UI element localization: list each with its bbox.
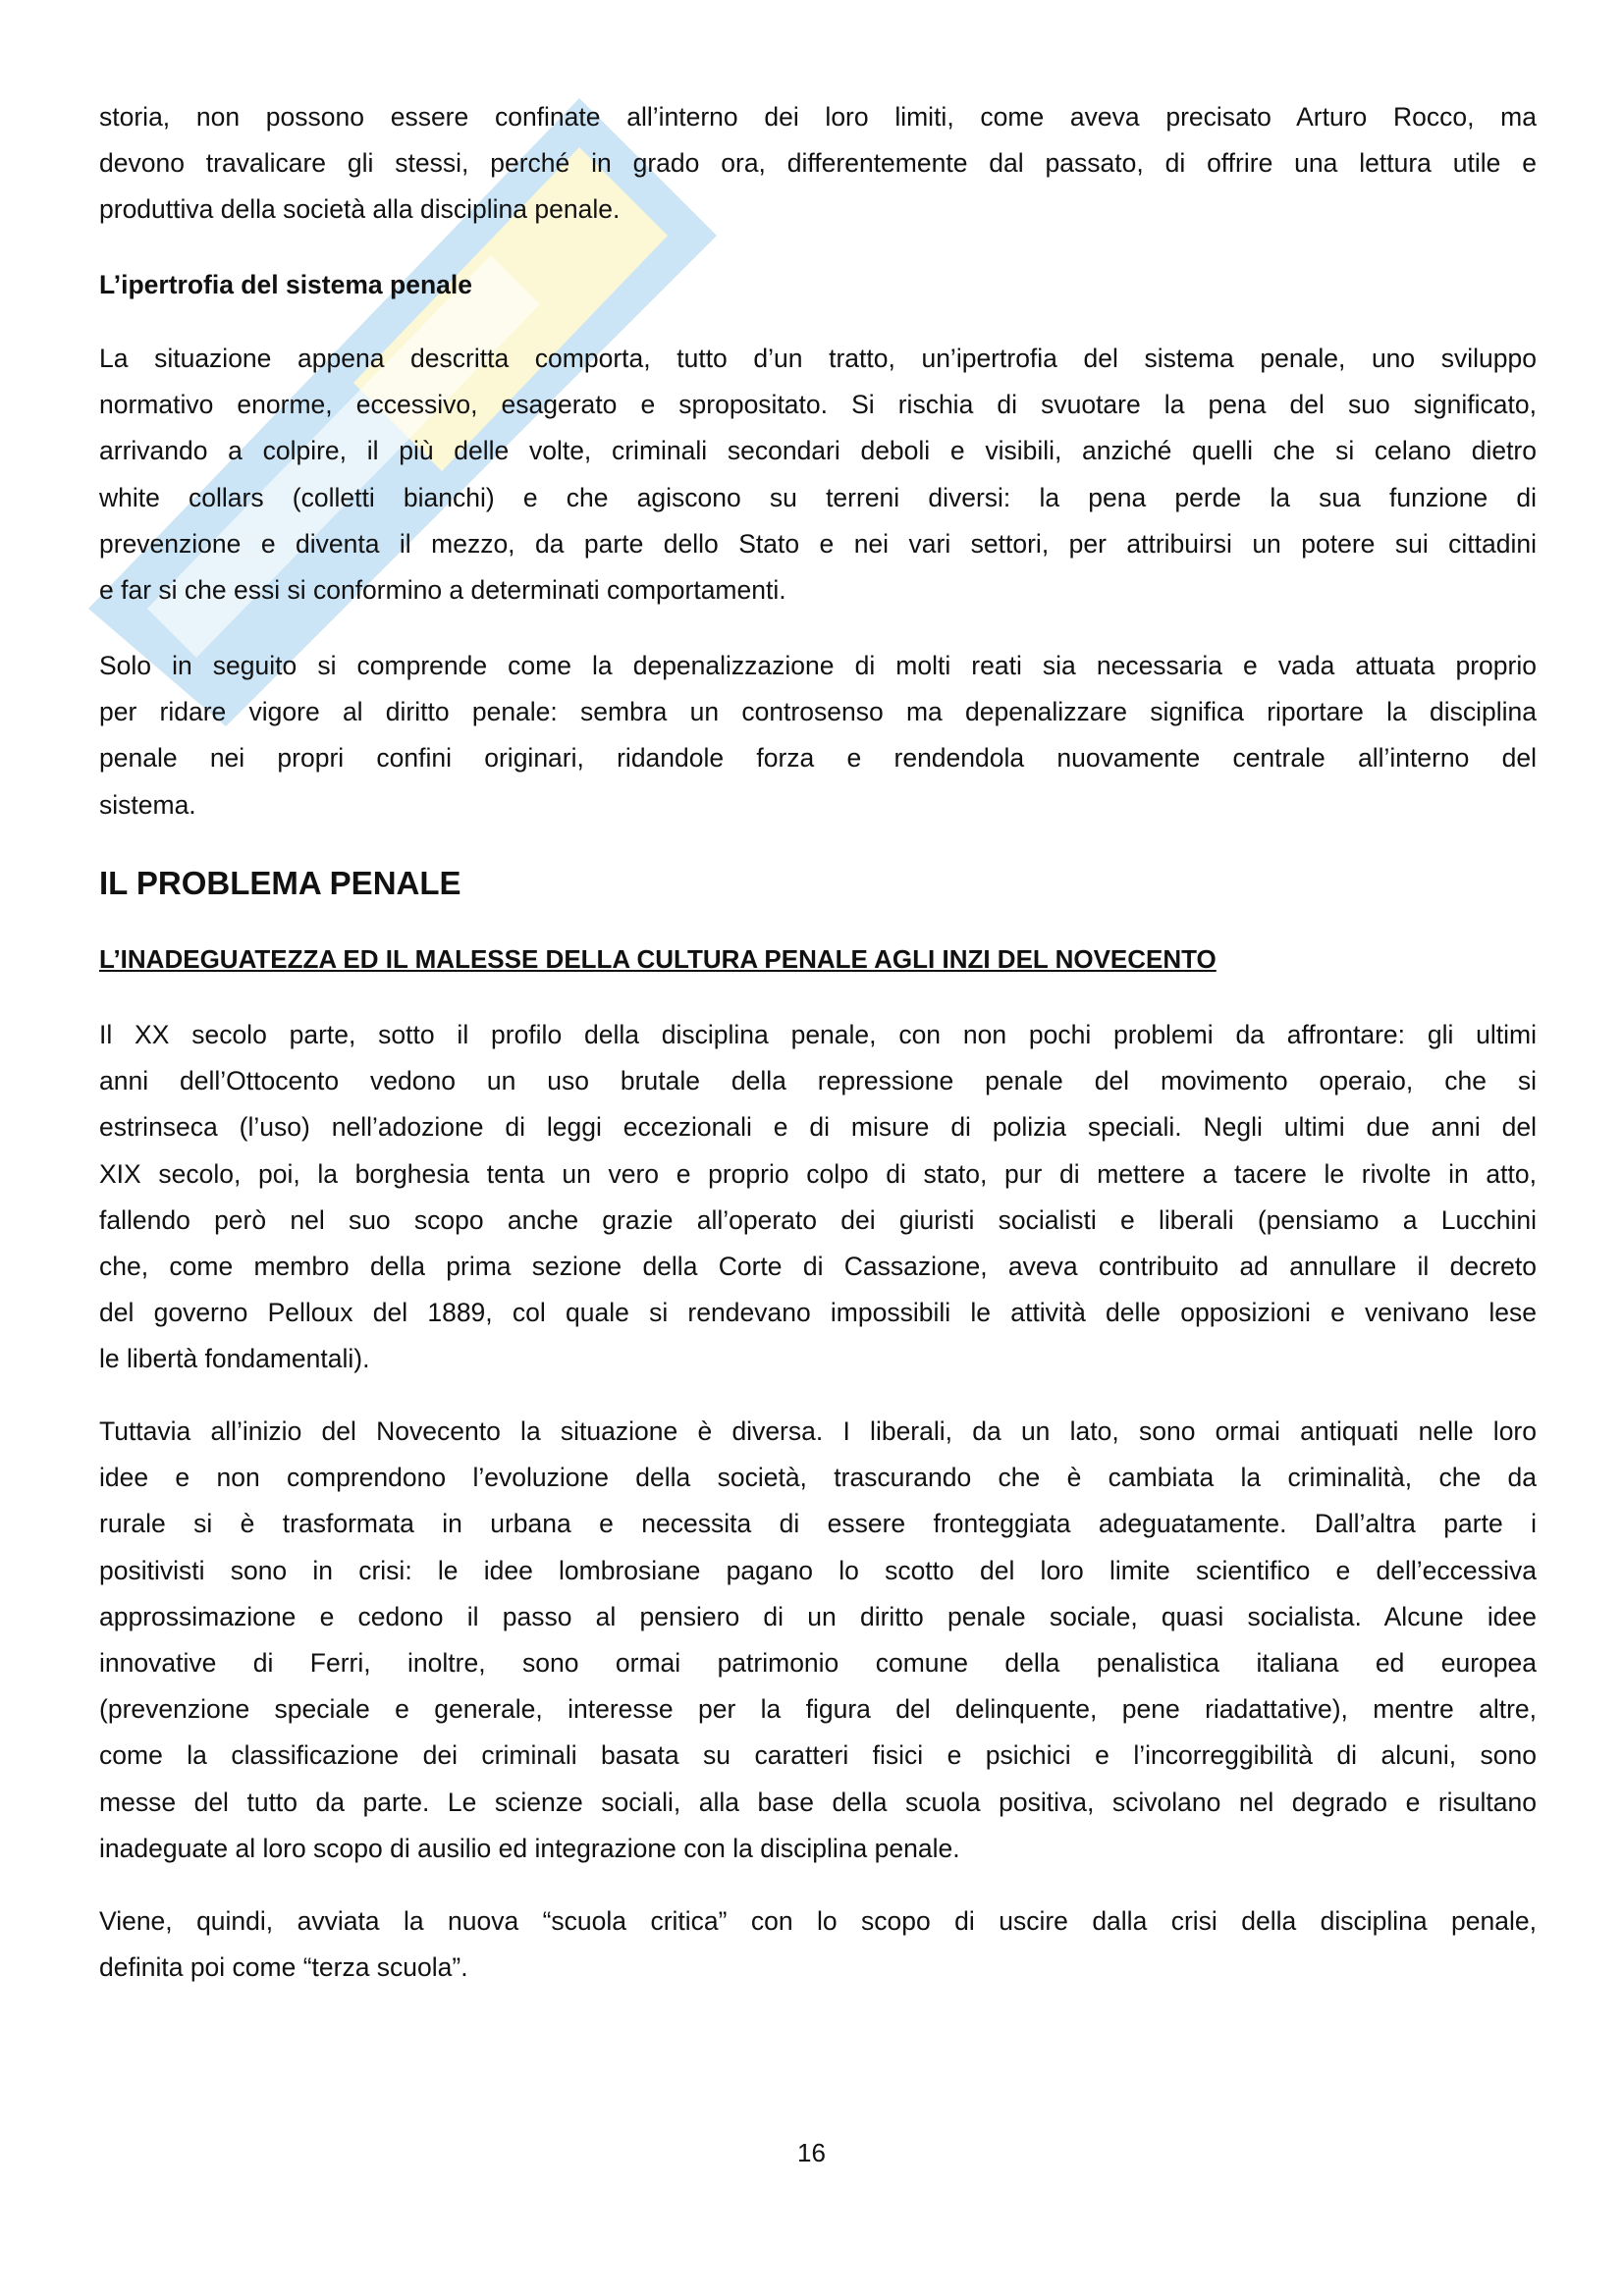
subsection-heading: L’INADEGUATEZZA ED IL MALESSE DELLA CULTURA PENALE AGLI INZI DEL NOVECENTO — [99, 944, 1217, 974]
text-line: estrinseca (l’uso) nell’adozione di leggi eccezionali e di misure di polizia speciali. Negli ultimi due anni del — [99, 1112, 1537, 1143]
text-line: (prevenzione speciale e generale, interesse per la figura del delinquente, pene riadattative), mentre altre, — [99, 1694, 1537, 1725]
text-line: innovative di Ferri, inoltre, sono ormai patrimonio comune della penalistica italiana ed europea — [99, 1647, 1537, 1678]
text-line: Tuttavia all’inizio del Novecento la situazione è diversa. I liberali, da un lato, sono ormai antiquati nelle loro — [99, 1416, 1537, 1446]
text-line: idee e non comprendono l’evoluzione della società, trascurando che è cambiata la criminalità, che da — [99, 1463, 1537, 1493]
text-line: rurale si è trasformata in urbana e necessita di essere fronteggiata adeguatamente. Dall’altra parte i — [99, 1509, 1537, 1539]
text-line: produttiva della società alla disciplina penale. — [99, 194, 621, 225]
paragraph-2 — [99, 336, 1537, 614]
text-line: white collars (colletti bianchi) e che agiscono su terreni diversi: la pena perde la sua funzione di — [99, 482, 1537, 512]
paragraph-5 — [99, 1409, 1537, 1872]
text-line: XIX secolo, poi, la borghesia tenta un vero e proprio colpo di stato, pur di mettere a tacere le rivolte in atto, — [99, 1158, 1537, 1189]
section-heading-ipertrofia: L’ipertrofia del sistema penale — [99, 270, 472, 299]
text-line: per ridare vigore al diritto penale: sembra un controsenso ma depenalizzare significa riportare la disciplina — [99, 697, 1537, 727]
paragraph-4 — [99, 1012, 1537, 1383]
text-line: prevenzione e diventa il mezzo, da parte dello Stato e nei vari settori, per attribuirsi un potere sui cittadini — [99, 528, 1537, 559]
paragraph-6 — [99, 1898, 1537, 1991]
text-line: inadeguate al loro scopo di ausilio ed integrazione con la disciplina penale. — [99, 1833, 960, 1863]
text-line: arrivando a colpire, il più delle volte, criminali secondari deboli e visibili, anziché quelli che si celano dietro — [99, 436, 1537, 466]
text-line: anni dell’Ottocento vedono un uso brutale della repressione penale del movimento operaio, che si — [99, 1066, 1537, 1096]
text-line: storia, non possono essere confinate all’interno dei loro limiti, come aveva precisato Arturo Rocco, ma — [99, 102, 1537, 132]
text-line: messe del tutto da parte. Le scienze sociali, alla base della scuola positiva, scivolano nel degrado e risultano — [99, 1787, 1537, 1817]
text-line: positivisti sono in crisi: le idee lombrosiane pagano lo scotto del loro limite scientifico e dell’eccessiva — [99, 1555, 1537, 1585]
text-line: definita poi come “terza scuola”. — [99, 1952, 468, 1983]
text-line: e far si che essi si conformino a determinati comportamenti. — [99, 574, 786, 605]
text-line: penale nei propri confini originari, ridandole forza e rendendola nuovamente centrale all’interno del — [99, 743, 1537, 774]
text-line: La situazione appena descritta comporta, tutto d’un tratto, un’ipertrofia del sistema penale, uno sviluppo — [99, 344, 1537, 373]
text-line: Viene, quindi, avviata la nuova “scuola critica” con lo scopo di uscire dalla crisi della disciplina penale, — [99, 1906, 1537, 1936]
text-line: Solo in seguito si comprende come la depenalizzazione di molti reati sia necessaria e vada attuata proprio — [99, 651, 1537, 680]
paragraph-3 — [99, 643, 1537, 828]
chapter-heading: IL PROBLEMA PENALE — [99, 865, 461, 901]
text-line: del governo Pelloux del 1889, col quale si rendevano impossibili le attività delle opposizioni e venivano lese — [99, 1298, 1537, 1328]
text-line: approssimazione e cedono il passo al pensiero di un diritto penale sociale, quasi socialista. Alcune idee — [99, 1601, 1537, 1631]
text-line: che, come membro della prima sezione della Corte di Cassazione, aveva contribuito ad annullare il decreto — [99, 1251, 1537, 1281]
text-line: sistema. — [99, 789, 196, 820]
paragraph-1 — [99, 94, 1537, 234]
text-line: le libertà fondamentali). — [99, 1344, 370, 1374]
text-line: fallendo però nel suo scopo anche grazie all’operato dei giuristi socialisti e liberali (pensiamo a Lucchini — [99, 1204, 1537, 1235]
text-line: come la classificazione dei criminali basata su caratteri fisici e psichici e l’incorreggibilità di alcuni, sono — [99, 1740, 1537, 1771]
text-line: devono travalicare gli stessi, perché in grado ora, differentemente dal passato, di offrire una lettura utile e — [99, 148, 1537, 179]
text-line: Il XX secolo parte, sotto il profilo della disciplina penale, con non pochi problemi da affrontare: gli ultimi — [99, 1020, 1537, 1049]
text-line: normativo enorme, eccessivo, esagerato e spropositato. Si rischia di svuotare la pena del suo significato, — [99, 390, 1537, 420]
page-number: 16 — [797, 2138, 826, 2167]
